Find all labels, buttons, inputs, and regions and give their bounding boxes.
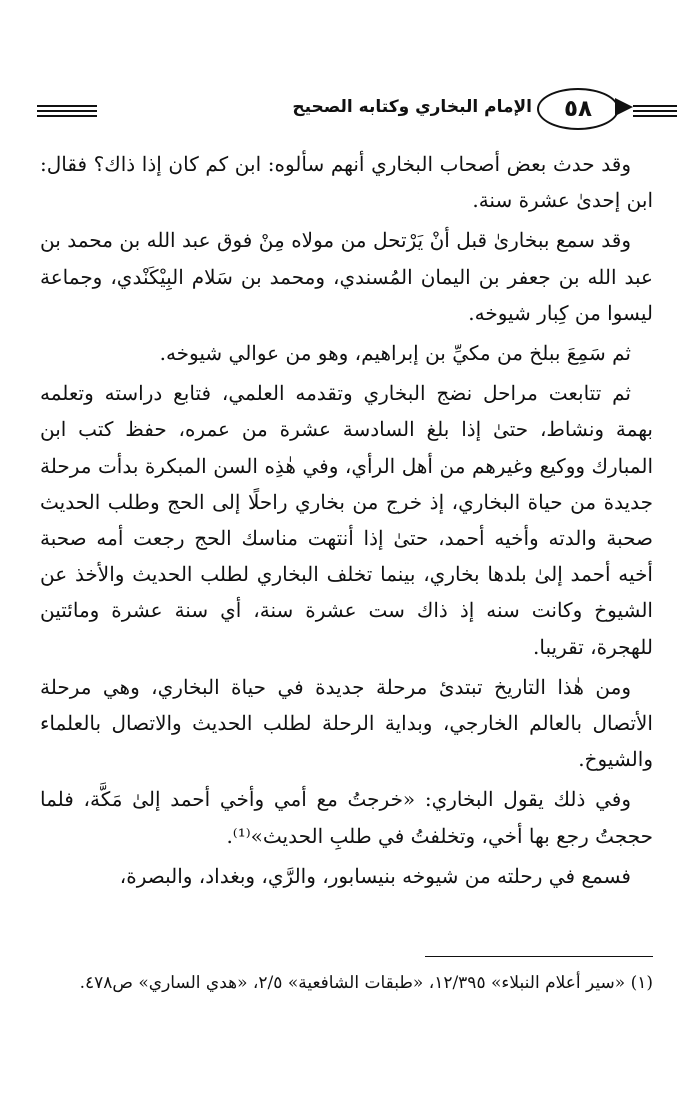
running-title: الإمام البخاري وكتابه الصحيح — [292, 97, 532, 117]
header-rule-left — [37, 105, 97, 120]
footnote-separator — [425, 956, 653, 957]
paragraph: ثم سَمِعَ ببلخ من مكيِّ بن إبراهيم، وهو من عوالي شيوخه. — [159, 341, 631, 366]
paragraph: وقد سمع ببخارىٰ قبل أنْ يَرْتحل من مولاه مِنْ فوق عبد الله بن محمد بن عبد الله بن جعفر بن اليمان المُسندي، ومحمد بن سَلام البِيْكَنْدي، وجماعة ليسوا من كِبار شيوخه. — [40, 228, 653, 325]
paragraph: ومن هٰذا التاريخ تبتدئ مرحلة جديدة في حياة البخاري، وهي مرحلة الأتصال بالعالم الخارجي، وبداية الرحلة لطلب الحديث والاتصال بالعلماء والشيوخ. — [40, 674, 653, 772]
paragraph: وفي ذلك يقول البخاري: «خرجتُ مع أمي وأخي أحمد إلىٰ مَكَّة، فلما حججتُ رجع بها أخي، وتخلفتُ في طلبِ الحديث»⁽¹⁾. — [40, 787, 653, 848]
footnote: (١) «سير أعلام النبلاء» ١٢/٣٩٥، «طبقات الشافعية» ٢/٥، «هدي الساري» ص٤٧٨. — [79, 973, 653, 993]
page-number-badge: ٥٨ — [537, 88, 619, 130]
body-text — [40, 146, 653, 898]
paragraph: ثم تتابعت مراحل نضج البخاري وتقدمه العلمي، فتابع دراسته وتعلمه بهمة ونشاط، حتىٰ إذا بلغ السادسة عشرة من عمره، حفظ كتب ابن المبارك ووكيع وغيرهم من أهل الرأي، وفي هٰذِه السن المبكرة بدأت مرحلة جديدة من حياة البخاري، إذ خرج من بخاري راحلًا إلى الحج وطلب الحديث صحبة والدته وأخيه أحمد، حتىٰ إذا أنتهت مناسك الحج رجعت أمه صحبة أخيه أحمد إلىٰ بلدها بخاري، بينما تخلف البخاري لطلب الحديث والأخذ عن الشيوخ وكانت سنه إذ ذاك ست عشرة سنة، أي سنة عشرة ومائتين للهجرة، تقريبا. — [40, 381, 653, 659]
page-header — [32, 80, 664, 136]
header-rule-right — [633, 105, 677, 120]
header-arrow-ornament — [615, 98, 633, 116]
paragraph: وقد حدث بعض أصحاب البخاري أنهم سألوه: ابن كم كان إذا ذاك؟ فقال: ابن إحدىٰ عشرة سنة. — [40, 152, 653, 213]
paragraph: فسمع في رحلته من شيوخه بنيسابور، والرَّي، وبغداد، والبصرة، — [119, 863, 631, 888]
